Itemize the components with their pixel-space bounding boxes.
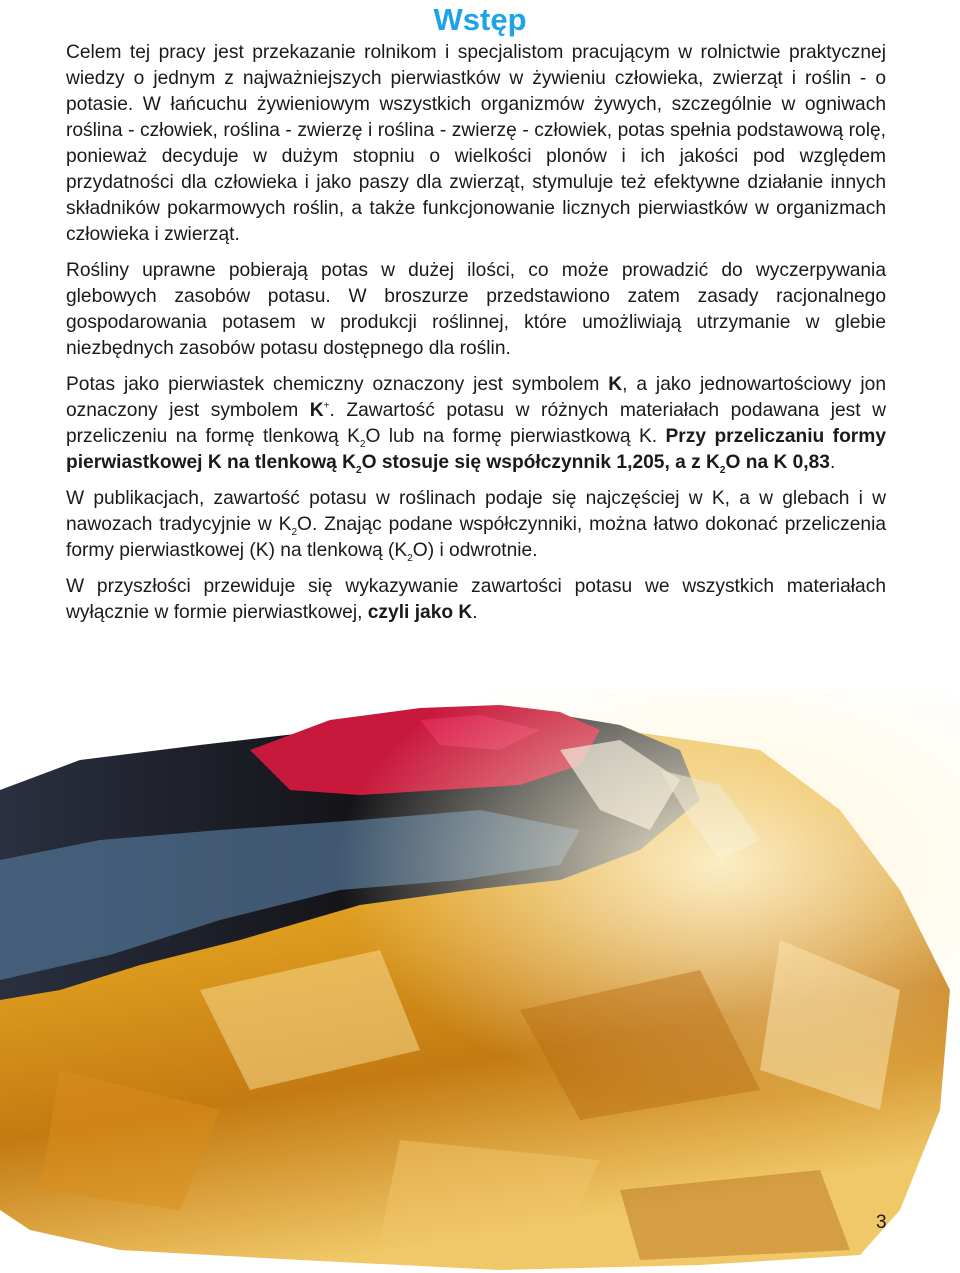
page-number: 3	[876, 1212, 887, 1233]
page-title: Wstęp	[433, 2, 527, 37]
paragraph-symbol: Potas jako pierwiastek chemiczny oznaczony jest symbolem K, a jako jednowartościowy jon oznaczony jest symbolem K+. Zawartość potasu w różnych materiałach podawana jest w przeliczeniu na formę tlenkową $K_2O$ lub na formę pierwiastkową K. Przy przeliczaniu formy pierwiastkowej K na tlenkową $K_2O$ stosuje się współczynnik 1,205, a z $K_2O$ na K 0,83.	[66, 374, 886, 476]
conversion-factor-note: Przy przeliczaniu formy pierwiastkowej K na tlenkową $K_2O$ stosuje się współczynnik 1,205, a z $K_2O$ na K 0,83	[66, 426, 886, 476]
paragraph-crops: Rośliny uprawne pobierają potas w dużej ilości, co może prowadzić do wyczerpywania glebowych zasobów potasu. W broszurze przedstawiono zatem zasady racjonalnego gospodarowania potasem w produkcji roślinnej, które umożliwiają utrzymanie w glebie niezbędnych zasobów potasu dostępnego dla roślin.	[66, 260, 886, 359]
paragraph-publications: W publikacjach, zawartość potasu w roślinach podaje się najczęściej w K, a w glebach i w nawozach tradycyjnie w $K_2O$. Znając podane współczynniki, można łatwo dokonać przeliczenia formy pierwiastkowej (K) na tlenkową $(K_2O)$ i odwrotnie.	[66, 488, 887, 564]
paragraph-future: W przyszłości przewiduje się wykazywanie zawartości potasu we wszystkich materiałach wyłącznie w formie pierwiastkowej, czyli jako K.	[66, 576, 886, 623]
paragraph-intro: Celem tej pracy jest przekazanie rolnikom i specjalistom pracującym w rolnictwie praktycznej wiedzy o jednym z najważniejszych pierwiastków w żywieniu człowieka, zwierząt i roślin - o potasie. W łańcuchu żywieniowym wszystkich organizmów żywych, szczególnie w ogniwach roślina - człowiek, roślina - zwierzę i roślina - zwierzę - człowiek, potas spełnia podstawową rolę, ponieważ decyduje w dużym stopniu o wielkości plonów i ich jakości pod względem przydatności dla człowieka i jako paszy dla zwierząt, stymuluje też efektywne działanie innych składników pokarmowych roślin, a także funkcjonowanie licznych pierwiastków w organizmach człowieka i zwierząt.	[66, 42, 886, 245]
main-text	[66, 40, 886, 636]
potash-mineral-photo	[0, 690, 960, 1273]
